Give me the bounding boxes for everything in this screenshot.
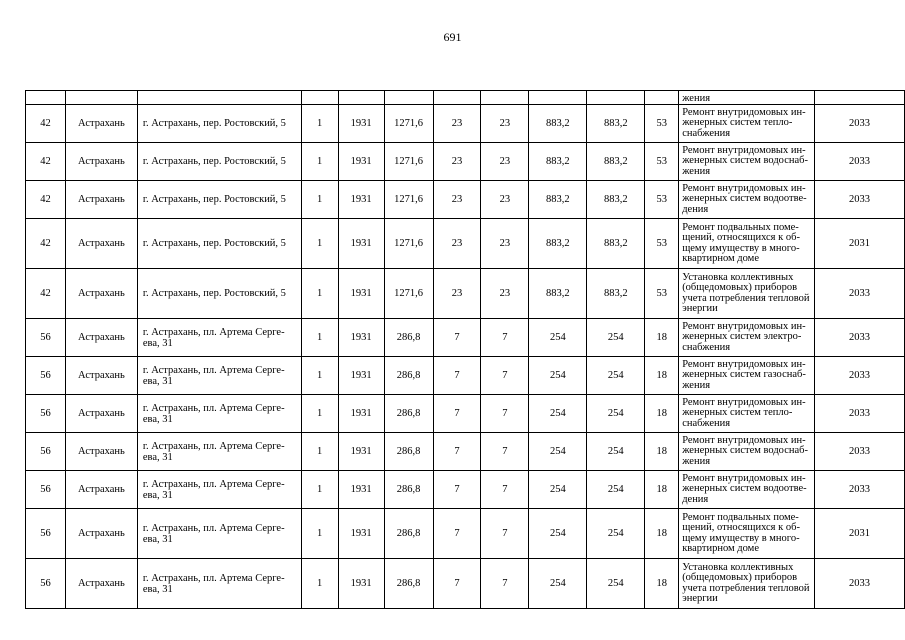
cell-work-type-line: Ремонт внутридомовых ин- [682,472,806,484]
cell-address-line: г. Астрахань, пл. Артема Серге- [142,440,285,452]
cell-number: 56 [26,559,66,609]
cell-city: Астрахань [65,269,137,319]
cell-work-type-line: женерных систем водоснаб- [682,155,808,167]
cell-work-type-line: Ремонт подвальных поме- [682,221,799,233]
cell-value-2: 23 [481,105,529,143]
cell-address: г. Астрахань, пер. Ростовский, 5 [137,219,301,269]
cell-address-line: ева, 31 [142,413,173,425]
cell-work-type-line: снабжения [682,127,731,139]
cell-value-2: 23 [481,269,529,319]
cell-deadline: 2033 [815,319,905,357]
cell-residents: 18 [645,509,679,559]
cell-city: Астрахань [65,105,137,143]
cell-value-1: 7 [433,471,481,509]
cell-value-1: 23 [433,219,481,269]
cell-work-type [679,319,815,357]
cell-work-type-line: щений, относящихся к об- [682,522,800,533]
cell-work-type-line: женерных систем тепло- [682,407,793,419]
cell-number: 42 [26,269,66,319]
cell-deadline: 2033 [815,269,905,319]
cell-deadline: 2033 [815,471,905,509]
cell-work-type [679,219,815,269]
cell-work-type-line: Ремонт внутридомовых ин- [682,106,806,118]
cell-value-1: 23 [433,143,481,181]
cell-total-area: 286,8 [384,433,433,471]
cell-value-1: 7 [433,559,481,609]
cell-value-2: 7 [481,319,529,357]
cell-address-line: г. Астрахань, пл. Артема Серге- [142,478,285,490]
cell-work-type-line: квартирном доме [682,253,759,264]
cell-work-type-line: женерных систем электро- [682,331,802,343]
cell-area-1: 254 [529,357,587,395]
cell-total-area: 286,8 [384,559,433,609]
cell-area-1: 254 [529,319,587,357]
cell-value-1: 7 [433,319,481,357]
cell-work-type-line: женерных систем водоотве- [682,193,807,205]
cell-city: Астрахань [65,143,137,181]
cell-work-type-line: Ремонт внутридомовых ин- [682,182,806,194]
cell-floors: 1 [301,471,338,509]
cell-work-type-line: дения [682,203,709,215]
cell-area-1: 254 [529,433,587,471]
cell-address-line: ева, 31 [142,337,173,349]
cell-area-2: 254 [587,471,645,509]
cell-work-type-line: женерных систем водоснаб- [682,445,808,457]
cell-residents: 53 [645,269,679,319]
cell-number: 42 [26,181,66,219]
page-number: 691 [443,30,462,44]
cell-value-2: 7 [481,357,529,395]
cell-city: Астрахань [65,559,137,609]
cell-work-type [679,433,815,471]
cell-city: Астрахань [65,357,137,395]
cell-year: 1931 [338,509,384,559]
cell-year: 1931 [338,395,384,433]
cell-total-area: 286,8 [384,319,433,357]
cell-work-type-line: жения [682,165,711,177]
cell-total-area: 1271,6 [384,181,433,219]
cell-deadline: 2033 [815,559,905,609]
cell-empty [137,91,301,105]
cell-area-2: 883,2 [587,105,645,143]
cell-work-type [679,471,815,509]
cell-floors: 1 [301,143,338,181]
cell-total-area: 286,8 [384,471,433,509]
cell-work-type [679,269,815,319]
cell-work-type [679,143,815,181]
cell-number: 42 [26,143,66,181]
cell-work-type-line: Ремонт внутридомовых ин- [682,144,806,156]
cell-empty [433,91,481,105]
cell-value-2: 7 [481,471,529,509]
cell-number: 42 [26,105,66,143]
table-row [26,143,905,181]
cell-number: 56 [26,433,66,471]
cell-area-2: 254 [587,357,645,395]
cell-area-2: 254 [587,319,645,357]
cell-area-1: 883,2 [529,269,587,319]
cell-floors: 1 [301,269,338,319]
cell-number: 56 [26,357,66,395]
cell-work-type-line: энергии [682,303,718,314]
table-row [26,357,905,395]
cell-value-2: 23 [481,219,529,269]
table-body [26,91,905,609]
cell-value-1: 23 [433,269,481,319]
cell-area-1: 254 [529,509,587,559]
cell-address [137,559,301,609]
cell-address-line: ева, 31 [142,451,173,463]
cell-year: 1931 [338,269,384,319]
cell-value-1: 7 [433,357,481,395]
cell-empty [645,91,679,105]
cell-value-2: 7 [481,509,529,559]
cell-residents: 18 [645,471,679,509]
table-row [26,395,905,433]
cell-area-2: 883,2 [587,219,645,269]
repair-program-table [25,90,905,609]
cell-residents: 18 [645,559,679,609]
cell-work-type-line: женерных систем газоснаб- [682,369,806,381]
cell-work-type-line: щений, относящихся к об- [682,232,800,243]
cell-year: 1931 [338,471,384,509]
cell-city: Астрахань [65,395,137,433]
table-row [26,105,905,143]
cell-city: Астрахань [65,181,137,219]
cell-value-1: 23 [433,105,481,143]
cell-area-2: 254 [587,395,645,433]
cell-work-type [679,181,815,219]
cell-address-line: г. Астрахань, пл. Артема Серге- [142,326,285,338]
cell-deadline: 2033 [815,395,905,433]
cell-deadline: 2033 [815,105,905,143]
cell-address [137,471,301,509]
cell-city: Астрахань [65,509,137,559]
cell-work-type: жения [679,91,815,105]
cell-year: 1931 [338,181,384,219]
cell-work-type-line: Ремонт подвальных поме- [682,511,799,523]
cell-total-area: 1271,6 [384,269,433,319]
cell-empty [301,91,338,105]
cell-floors: 1 [301,181,338,219]
cell-floors: 1 [301,559,338,609]
cell-floors: 1 [301,433,338,471]
cell-residents: 53 [645,181,679,219]
cell-year: 1931 [338,105,384,143]
cell-total-area: 1271,6 [384,105,433,143]
cell-work-type-line: щему имуществу в много- [682,532,800,544]
cell-address [137,357,301,395]
cell-city: Астрахань [65,319,137,357]
cell-work-type-line: Ремонт внутридомовых ин- [682,434,806,446]
cell-work-type [679,395,815,433]
cell-address: г. Астрахань, пер. Ростовский, 5 [137,181,301,219]
cell-floors: 1 [301,105,338,143]
cell-deadline: 2031 [815,509,905,559]
cell-work-type-line: учета потребления тепловой [682,582,810,594]
cell-residents: 18 [645,357,679,395]
cell-work-type-line: женерных систем тепло- [682,117,793,129]
cell-value-2: 23 [481,181,529,219]
cell-deadline: 2033 [815,143,905,181]
cell-area-1: 254 [529,471,587,509]
cell-floors: 1 [301,509,338,559]
cell-work-type [679,559,815,609]
table-row-continuation [26,91,905,105]
cell-year: 1931 [338,319,384,357]
cell-number: 56 [26,319,66,357]
cell-work-type-line: снабжения [682,341,731,353]
cell-number: 56 [26,509,66,559]
cell-work-type-line: Ремонт внутридомовых ин- [682,396,806,408]
cell-year: 1931 [338,357,384,395]
cell-total-area: 1271,6 [384,143,433,181]
cell-deadline: 2033 [815,181,905,219]
cell-address-line: г. Астрахань, пл. Артема Серге- [142,364,285,376]
cell-work-type-line: жения [682,455,711,467]
cell-work-type-line: Ремонт внутридомовых ин- [682,320,806,332]
table-row [26,509,905,559]
cell-area-2: 883,2 [587,269,645,319]
cell-area-2: 254 [587,433,645,471]
cell-area-2: 883,2 [587,181,645,219]
cell-work-type-line: Ремонт внутридомовых ин- [682,358,806,370]
table-row [26,471,905,509]
cell-area-1: 254 [529,395,587,433]
cell-work-type [679,357,815,395]
cell-value-1: 7 [433,395,481,433]
cell-number: 42 [26,219,66,269]
cell-value-1: 7 [433,433,481,471]
cell-work-type-line: женерных систем водоотве- [682,483,807,495]
cell-work-type-line: (общедомовых) приборов [682,282,798,293]
cell-city: Астрахань [65,433,137,471]
table-row [26,219,905,269]
cell-deadline: 2033 [815,357,905,395]
cell-value-2: 7 [481,559,529,609]
cell-area-1: 883,2 [529,143,587,181]
cell-area-2: 254 [587,559,645,609]
cell-address-line: г. Астрахань, пл. Артема Серге- [142,402,285,414]
cell-city: Астрахань [65,219,137,269]
cell-work-type-line: дения [682,493,709,505]
table-row [26,181,905,219]
cell-total-area: 286,8 [384,509,433,559]
cell-address-line: г. Астрахань, пл. Артема Серге- [142,572,285,584]
cell-empty [481,91,529,105]
cell-residents: 18 [645,319,679,357]
cell-area-1: 883,2 [529,219,587,269]
cell-address: г. Астрахань, пер. Ростовский, 5 [137,269,301,319]
cell-total-area: 286,8 [384,357,433,395]
cell-area-1: 883,2 [529,105,587,143]
table-row [26,433,905,471]
cell-address-line: ева, 31 [142,533,173,545]
cell-work-type-line: Установка коллективных [682,561,794,573]
cell-floors: 1 [301,319,338,357]
cell-residents: 53 [645,105,679,143]
table-row [26,319,905,357]
cell-empty [384,91,433,105]
cell-empty [815,91,905,105]
cell-total-area: 286,8 [384,395,433,433]
cell-empty [529,91,587,105]
cell-work-type [679,509,815,559]
cell-empty [65,91,137,105]
cell-address: г. Астрахань, пер. Ростовский, 5 [137,105,301,143]
cell-empty [26,91,66,105]
cell-address-line: ева, 31 [142,489,173,501]
cell-year: 1931 [338,433,384,471]
cell-work-type [679,105,815,143]
cell-deadline: 2031 [815,219,905,269]
cell-number: 56 [26,395,66,433]
cell-year: 1931 [338,219,384,269]
cell-floors: 1 [301,395,338,433]
cell-work-type-line: жения [682,379,711,391]
cell-work-type-line: (общедомовых) приборов [682,572,798,583]
cell-work-type-line: снабжения [682,417,731,429]
cell-residents: 18 [645,433,679,471]
table-row [26,559,905,609]
cell-deadline: 2033 [815,433,905,471]
cell-total-area: 1271,6 [384,219,433,269]
cell-number: 56 [26,471,66,509]
cell-residents: 53 [645,219,679,269]
cell-address [137,509,301,559]
cell-city: Астрахань [65,471,137,509]
cell-work-type-line: щему имуществу в много- [682,242,800,254]
cell-work-type-line: учета потребления тепловой [682,292,810,304]
cell-year: 1931 [338,559,384,609]
cell-work-type-line: Установка коллективных [682,271,794,283]
cell-value-1: 7 [433,509,481,559]
cell-value-2: 7 [481,433,529,471]
cell-address [137,319,301,357]
cell-empty [338,91,384,105]
cell-address [137,433,301,471]
cell-address: г. Астрахань, пер. Ростовский, 5 [137,143,301,181]
cell-residents: 53 [645,143,679,181]
cell-empty [587,91,645,105]
cell-address-line: ева, 31 [142,375,173,387]
cell-address-line: г. Астрахань, пл. Артема Серге- [142,522,285,534]
cell-residents: 18 [645,395,679,433]
cell-work-type-line: квартирном доме [682,543,759,554]
cell-area-1: 254 [529,559,587,609]
cell-work-type-line: энергии [682,593,718,604]
cell-area-2: 883,2 [587,143,645,181]
table-row [26,269,905,319]
cell-year: 1931 [338,143,384,181]
cell-address-line: ева, 31 [142,583,173,595]
cell-floors: 1 [301,357,338,395]
cell-floors: 1 [301,219,338,269]
cell-area-2: 254 [587,509,645,559]
cell-address [137,395,301,433]
cell-value-2: 23 [481,143,529,181]
cell-value-1: 23 [433,181,481,219]
cell-value-2: 7 [481,395,529,433]
cell-area-1: 883,2 [529,181,587,219]
